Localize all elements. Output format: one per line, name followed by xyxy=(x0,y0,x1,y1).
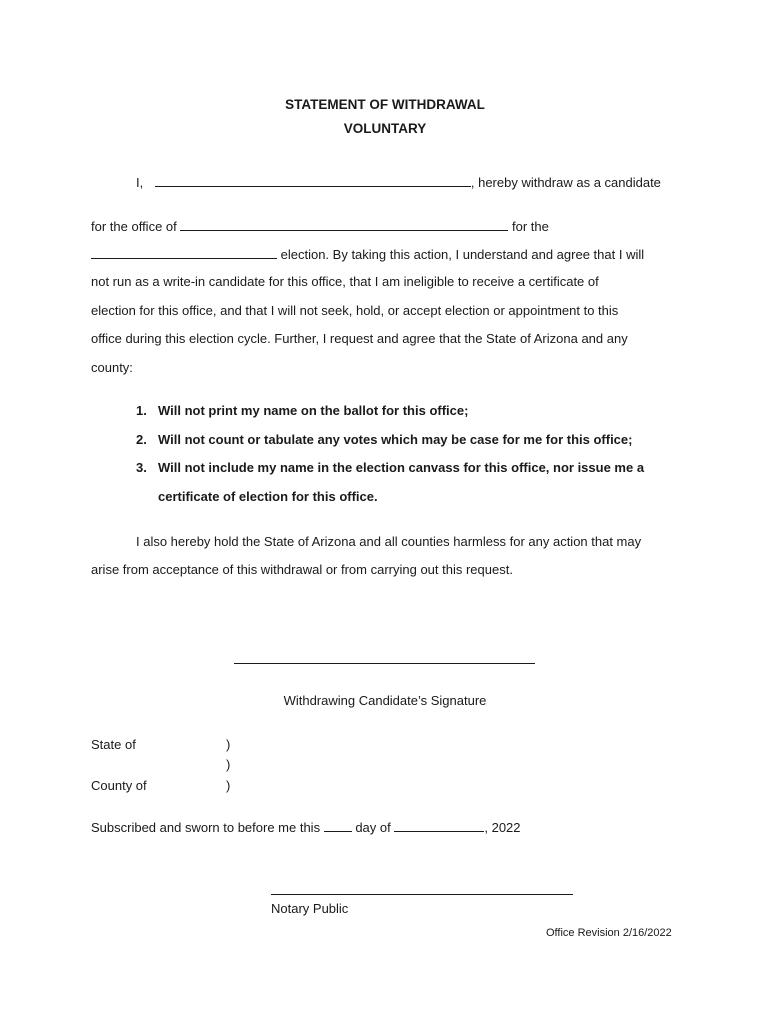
sworn-month-blank[interactable] xyxy=(394,819,484,832)
intro-line-4: not run as a write-in candidate for this office, that I am ineligible to receive a certificate of xyxy=(91,274,599,289)
sworn-year: , 2022 xyxy=(484,820,521,835)
list-number: 1. xyxy=(136,403,147,418)
election-text: election. By taking this action, I understand and agree that I will xyxy=(280,247,645,262)
intro-line-7: county: xyxy=(91,360,133,375)
sworn-line xyxy=(91,819,521,835)
sworn-day-label: day of xyxy=(355,820,391,835)
intro-line-3 xyxy=(91,246,644,262)
harmless-line-1: I also hereby hold the State of Arizona and all counties harmless for any action that may xyxy=(136,534,642,549)
office-suffix: for the xyxy=(512,219,549,234)
paren-2: ) xyxy=(226,757,231,772)
notary-label: Notary Public xyxy=(271,901,349,916)
state-of-label: State of xyxy=(91,737,136,752)
list-text: Will not count or tabulate any votes which may be case for me for this office; xyxy=(158,432,633,447)
signature-line[interactable] xyxy=(234,663,535,664)
intro-line-2 xyxy=(91,218,549,234)
form-subtitle: VOLUNTARY xyxy=(343,121,427,136)
county-of-label: County of xyxy=(91,778,147,793)
intro-line-5: election for this office, and that I will not seek, hold, or accept election or appointment to this xyxy=(91,303,619,318)
signature-label: Withdrawing Candidate’s Signature xyxy=(283,693,487,708)
hereby-text: , hereby withdraw as a candidate xyxy=(470,175,661,190)
form-title: STATEMENT OF WITHDRAWAL xyxy=(285,97,485,112)
list-item-continuation: certificate of election for this office. xyxy=(158,489,378,504)
harmless-line-2: arise from acceptance of this withdrawal or from carrying out this request. xyxy=(91,562,513,577)
list-item xyxy=(136,432,632,447)
sworn-prefix: Subscribed and sworn to before me this xyxy=(91,820,321,835)
list-text: Will not include my name in the election canvass for this office, nor issue me a xyxy=(158,460,645,475)
revision-note: Office Revision 2/16/2022 xyxy=(546,927,672,939)
notary-signature-line[interactable] xyxy=(271,894,573,895)
office-prefix: for the office of xyxy=(91,219,177,234)
list-number: 2. xyxy=(136,432,147,447)
paren-3: ) xyxy=(226,778,231,793)
i-label: I, xyxy=(136,175,144,190)
intro-line-6: office during this election cycle. Further, I request and agree that the State of Arizona and any xyxy=(91,331,628,346)
election-name-blank[interactable] xyxy=(91,246,277,259)
list-text: Will not print my name on the ballot for this office; xyxy=(158,403,469,418)
list-number: 3. xyxy=(136,460,147,475)
sworn-day-blank[interactable] xyxy=(324,819,352,832)
paren-1: ) xyxy=(226,737,231,752)
list-item xyxy=(136,403,468,418)
candidate-name-blank[interactable] xyxy=(155,174,471,187)
intro-line-1 xyxy=(136,174,661,190)
office-name-blank[interactable] xyxy=(180,218,508,231)
list-item xyxy=(136,460,644,475)
